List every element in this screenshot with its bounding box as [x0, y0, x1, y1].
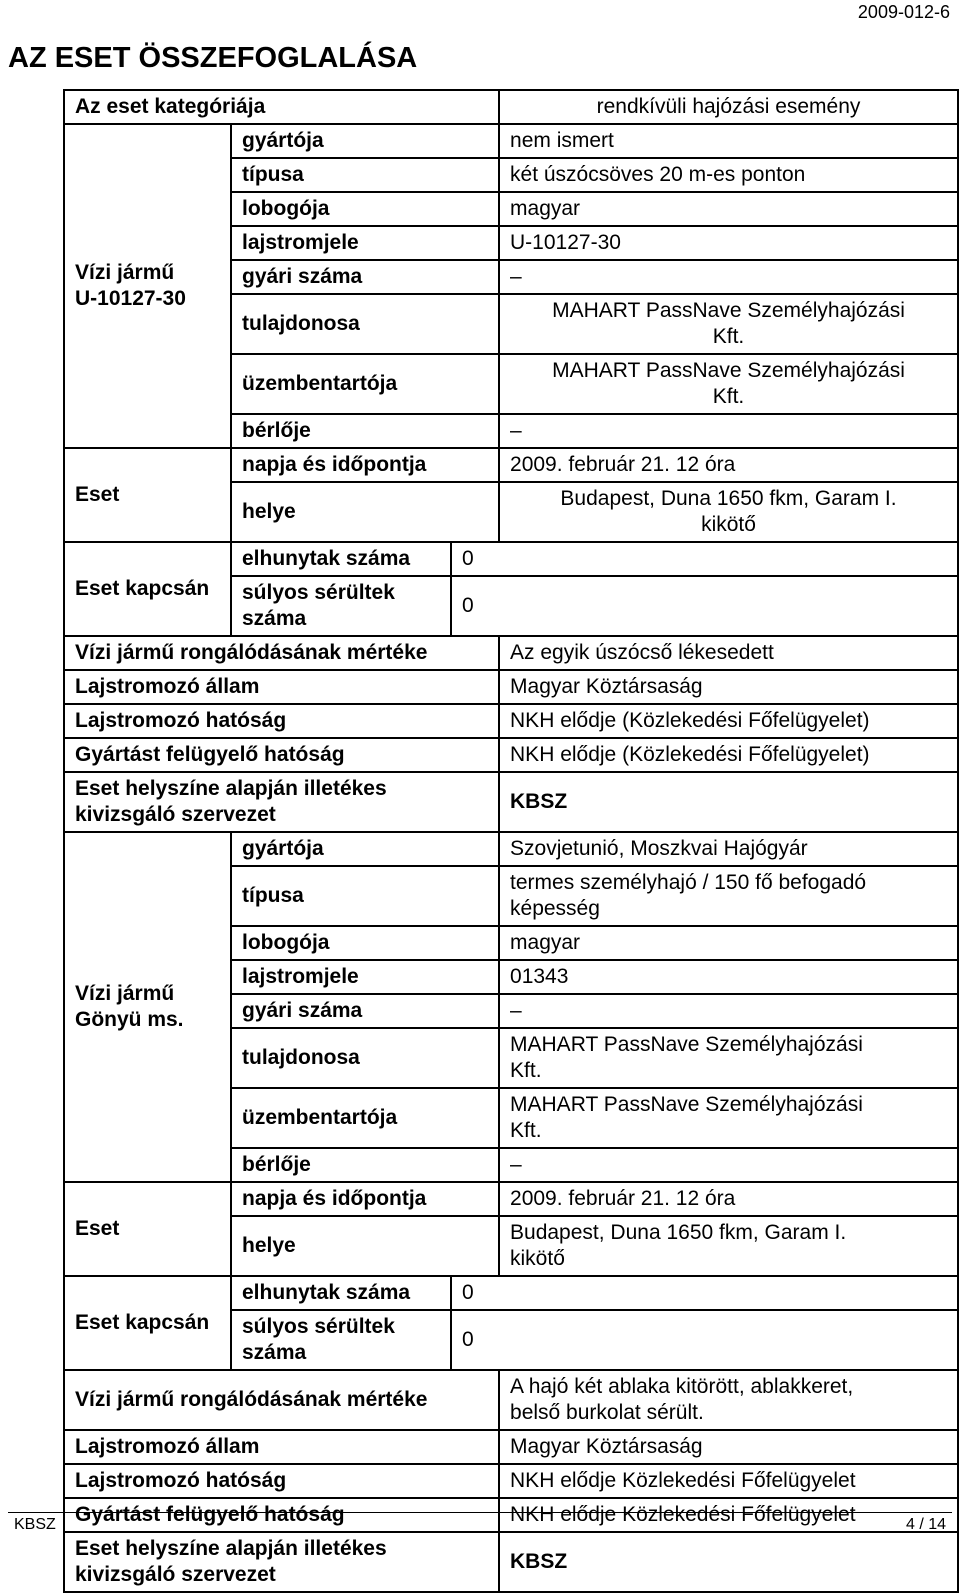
table-row [64, 670, 958, 704]
table-row [64, 1464, 958, 1498]
summary2-value: A hajó két ablaka kitörött, ablakkeret, belső burkolat sérült. [499, 1370, 958, 1430]
summary-table [63, 89, 959, 1593]
vessel2-field-value: – [499, 1148, 958, 1182]
table-row [64, 704, 958, 738]
vessel2-field-label: bérlője [231, 1148, 499, 1182]
page-number: 4 / 14 [905, 1516, 946, 1533]
summary1-label: Vízi jármű rongálódásának mértéke [64, 636, 499, 670]
vessel1-field-label: lobogója [231, 192, 499, 226]
rel1-field-value: 0 [451, 542, 958, 576]
vessel1-field-value: MAHART PassNave Személyhajózási Kft. [499, 294, 958, 354]
summary2-value: NKH elődje Közlekedési Főfelügyelet [499, 1498, 958, 1532]
vessel1-field-value: két úszócsöves 20 m-es ponton [499, 158, 958, 192]
event1-group-label: Eset [64, 448, 231, 542]
event1-field-value: Budapest, Duna 1650 fkm, Garam I. kikötő [499, 482, 958, 542]
summary1-value: NKH elődje (Közlekedési Főfelügyelet) [499, 738, 958, 772]
vessel2-field-label: lajstromjele [231, 960, 499, 994]
event2-field-value: 2009. február 21. 12 óra [499, 1182, 958, 1216]
rel2-field-value: 0 [451, 1310, 958, 1370]
summary1-value: Magyar Köztársaság [499, 670, 958, 704]
vessel2-field-label: lobogója [231, 926, 499, 960]
vessel2-field-value: MAHART PassNave Személyhajózási Kft. [499, 1028, 958, 1088]
summary1-value: Az egyik úszócső lékesedett [499, 636, 958, 670]
footer-org: KBSZ [14, 1516, 56, 1533]
vessel1-field-value: magyar [499, 192, 958, 226]
table-row [64, 1532, 958, 1592]
summary2-value: NKH elődje Közlekedési Főfelügyelet [499, 1464, 958, 1498]
vessel2-field-label: tulajdonosa [231, 1028, 499, 1088]
summary1-value: KBSZ [499, 772, 958, 832]
table-row [64, 90, 958, 124]
summary2-label: Lajstromozó állam [64, 1430, 499, 1464]
summary2-value: KBSZ [499, 1532, 958, 1592]
summary1-label: Lajstromozó állam [64, 670, 499, 704]
summary2-label: Eset helyszíne alapján illetékes kivizsgáló szervezet [64, 1532, 499, 1592]
rel2-field-label: elhunytak száma [231, 1276, 451, 1310]
event2-field-label: napja és időpontja [231, 1182, 499, 1216]
vessel2-field-value: – [499, 994, 958, 1028]
table-row [64, 832, 958, 866]
vessel1-field-value: MAHART PassNave Személyhajózási Kft. [499, 354, 958, 414]
rel2-field-value: 0 [451, 1276, 958, 1310]
vessel1-field-value: U-10127-30 [499, 226, 958, 260]
footer-divider [8, 1512, 952, 1513]
event2-field-label: helye [231, 1216, 499, 1276]
vessel2-field-value: Szovjetunió, Moszkvai Hajógyár [499, 832, 958, 866]
rel1-field-label: elhunytak száma [231, 542, 451, 576]
vessel1-field-label: tulajdonosa [231, 294, 499, 354]
summary2-label: Gyártást felügyelő hatóság [64, 1498, 499, 1532]
vessel2-field-value: 01343 [499, 960, 958, 994]
vessel1-field-value: – [499, 260, 958, 294]
event1-field-label: napja és időpontja [231, 448, 499, 482]
vessel2-field-label: gyári száma [231, 994, 499, 1028]
vessel1-field-label: lajstromjele [231, 226, 499, 260]
vessel2-field-label: üzembentartója [231, 1088, 499, 1148]
vessel2-field-value: magyar [499, 926, 958, 960]
table-row [64, 1276, 958, 1310]
table-row [64, 738, 958, 772]
page-title: AZ ESET ÖSSZEFOGLALÁSA [8, 42, 418, 74]
vessel1-field-label: típusa [231, 158, 499, 192]
rel1-field-label: súlyos sérültek száma [231, 576, 451, 636]
table-row [64, 1370, 958, 1430]
rel2-group-label: Eset kapcsán [64, 1276, 231, 1370]
table-row [64, 1182, 958, 1216]
summary2-label: Lajstromozó hatóság [64, 1464, 499, 1498]
rel1-field-value: 0 [451, 576, 958, 636]
summary1-label: Eset helyszíne alapján illetékes kivizsgáló szervezet [64, 772, 499, 832]
event1-field-label: helye [231, 482, 499, 542]
table-row [64, 124, 958, 158]
vessel1-field-label: üzembentartója [231, 354, 499, 414]
document-number: 2009-012-6 [857, 2, 950, 22]
table-row [64, 636, 958, 670]
table-row [64, 448, 958, 482]
table-row [64, 542, 958, 576]
summary2-label: Vízi jármű rongálódásának mértéke [64, 1370, 499, 1430]
summary1-label: Gyártást felügyelő hatóság [64, 738, 499, 772]
vessel1-field-value: nem ismert [499, 124, 958, 158]
vessel2-field-label: típusa [231, 866, 499, 926]
vessel1-field-label: gyári száma [231, 260, 499, 294]
vessel2-field-label: gyártója [231, 832, 499, 866]
category-value: rendkívüli hajózási esemény [499, 90, 958, 124]
vessel2-field-value: MAHART PassNave Személyhajózási Kft. [499, 1088, 958, 1148]
vessel1-group-label: Vízi jármű U-10127-30 [64, 124, 231, 448]
table-row [64, 1498, 958, 1532]
event2-group-label: Eset [64, 1182, 231, 1276]
vessel1-field-value: – [499, 414, 958, 448]
table-row [64, 1430, 958, 1464]
vessel1-field-label: bérlője [231, 414, 499, 448]
table-row [64, 772, 958, 832]
summary1-value: NKH elődje (Közlekedési Főfelügyelet) [499, 704, 958, 738]
rel2-field-label: súlyos sérültek száma [231, 1310, 451, 1370]
summary2-value: Magyar Köztársaság [499, 1430, 958, 1464]
event2-field-value: Budapest, Duna 1650 fkm, Garam I. kikötő [499, 1216, 958, 1276]
summary1-label: Lajstromozó hatóság [64, 704, 499, 738]
category-label: Az eset kategóriája [64, 90, 499, 124]
vessel2-field-value: termes személyhajó / 150 fő befogadó képesség [499, 866, 958, 926]
vessel1-field-label: gyártója [231, 124, 499, 158]
rel1-group-label: Eset kapcsán [64, 542, 231, 636]
event1-field-value: 2009. február 21. 12 óra [499, 448, 958, 482]
vessel2-group-label: Vízi jármű Gönyü ms. [64, 832, 231, 1182]
